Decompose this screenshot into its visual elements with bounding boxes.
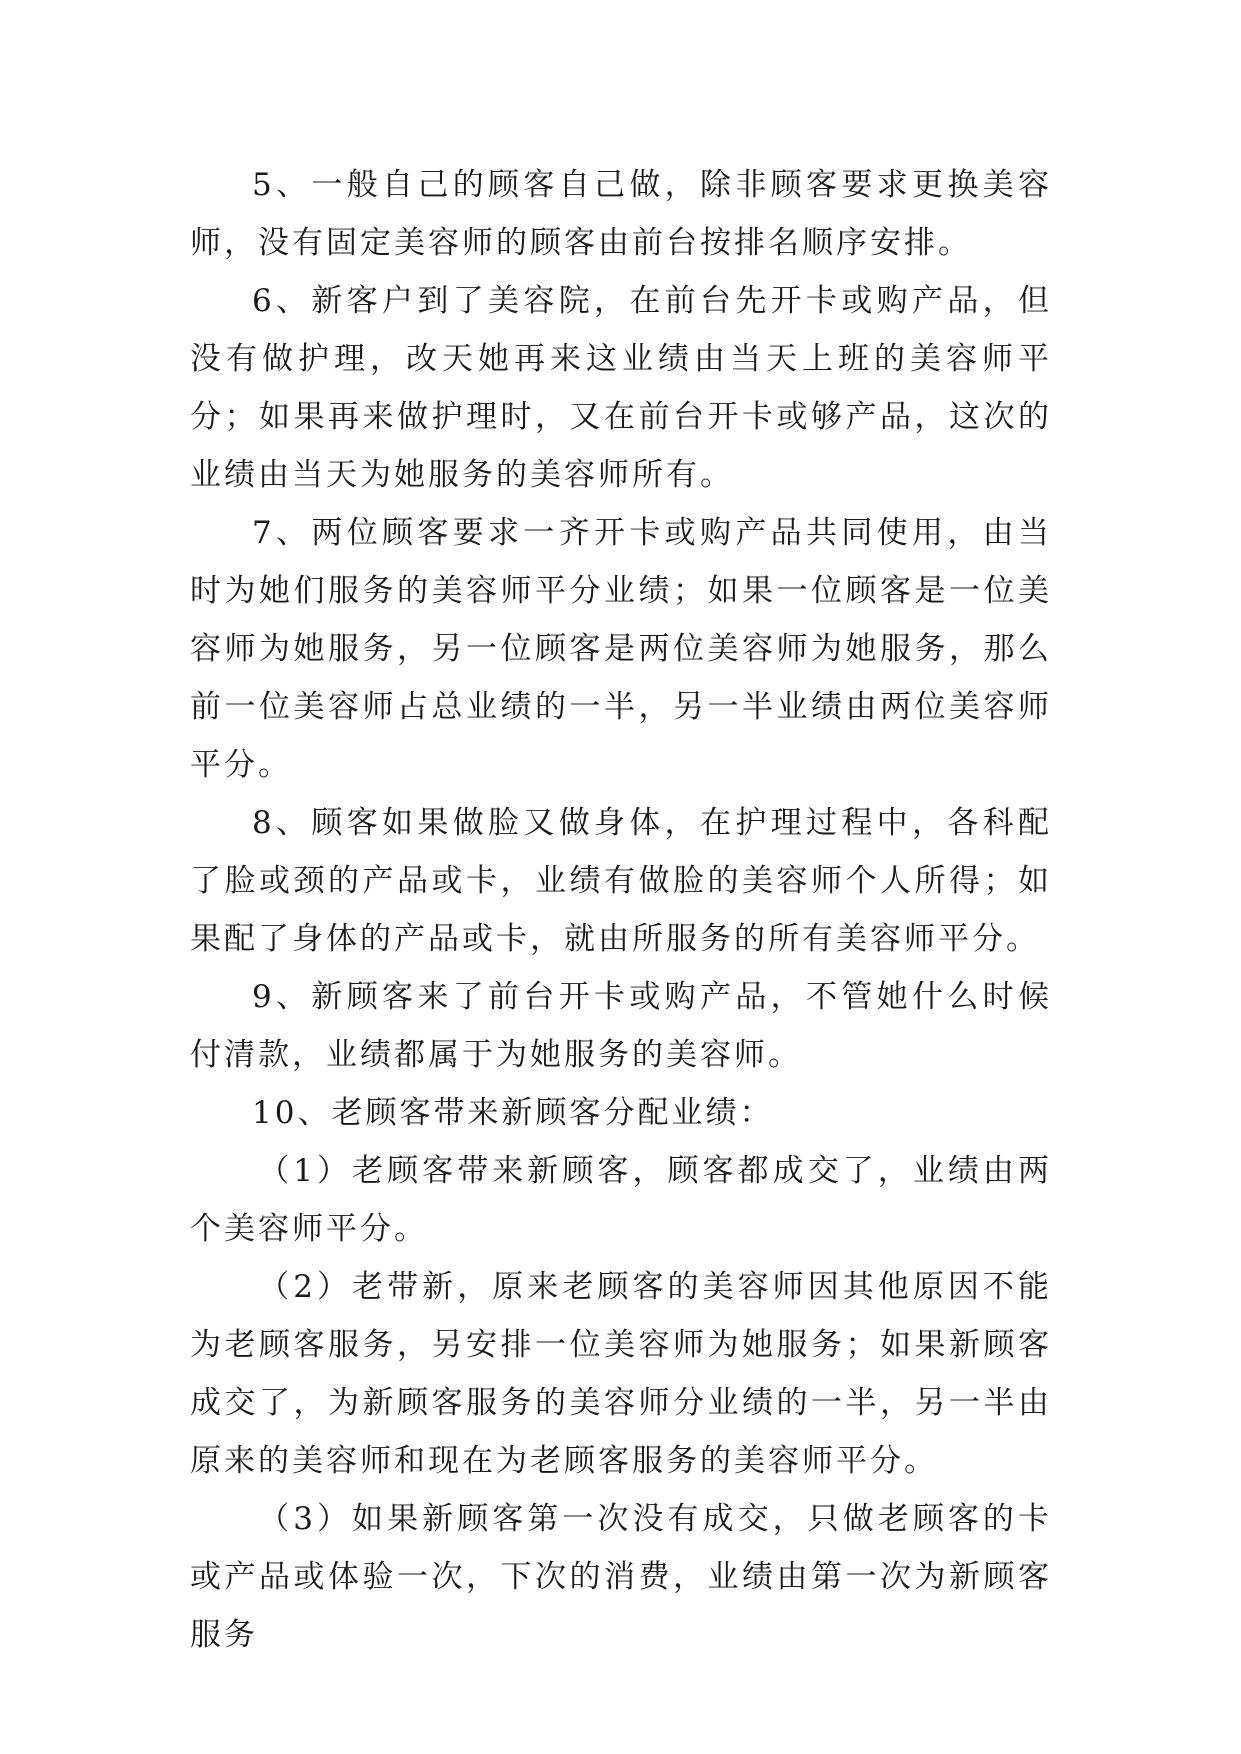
paragraph-rule-8: 8、顾客如果做脸又做身体，在护理过程中，各科配了脸或颈的产品或卡，业绩有做脸的美容师个人所得；如果配了身体的产品或卡，就由所服务的所有美容师平分。	[190, 805, 1052, 957]
paragraph-rule-10-item-1: （1）老顾客带来新顾客，顾客都成交了，业绩由两个美容师平分。	[190, 1153, 1052, 1247]
paragraph-rule-10-item-3: （3）如果新顾客第一次没有成交，只做老顾客的卡或产品或体验一次，下次的消费，业绩由第一次为新顾客服务	[190, 1501, 1052, 1653]
paragraph-rule-9: 9、新顾客来了前台开卡或购产品，不管她什么时候付清款，业绩都属于为她服务的美容师。	[190, 979, 1052, 1073]
paragraph-rule-7: 7、两位顾客要求一齐开卡或购产品共同使用，由当时为她们服务的美容师平分业绩；如果一位顾客是一位美容师为她服务，另一位顾客是两位美容师为她服务，那么前一位美容师占总业绩的一半，另一半业绩由两位美容师平分。	[190, 515, 1052, 783]
paragraph-rule-10-item-2: （2）老带新，原来老顾客的美容师因其他原因不能为老顾客服务，另安排一位美容师为她服务；如果新顾客成交了，为新顾客服务的美容师分业绩的一半，另一半由原来的美容师和现在为老顾客服务的美容师平分。	[190, 1269, 1052, 1479]
paragraph-rule-10-heading: 10、老顾客带来新顾客分配业绩：	[252, 1095, 774, 1131]
paragraph-rule-6: 6、新客户到了美容院，在前台先开卡或购产品，但没有做护理，改天她再来这业绩由当天上班的美容师平分；如果再来做护理时，又在前台开卡或够产品，这次的业绩由当天为她服务的美容师所有。	[190, 283, 1052, 493]
body-text	[190, 156, 1052, 1664]
paragraph-rule-5: 5、一般自己的顾客自己做，除非顾客要求更换美容师，没有固定美容师的顾客由前台按排名顺序安排。	[190, 167, 1052, 261]
